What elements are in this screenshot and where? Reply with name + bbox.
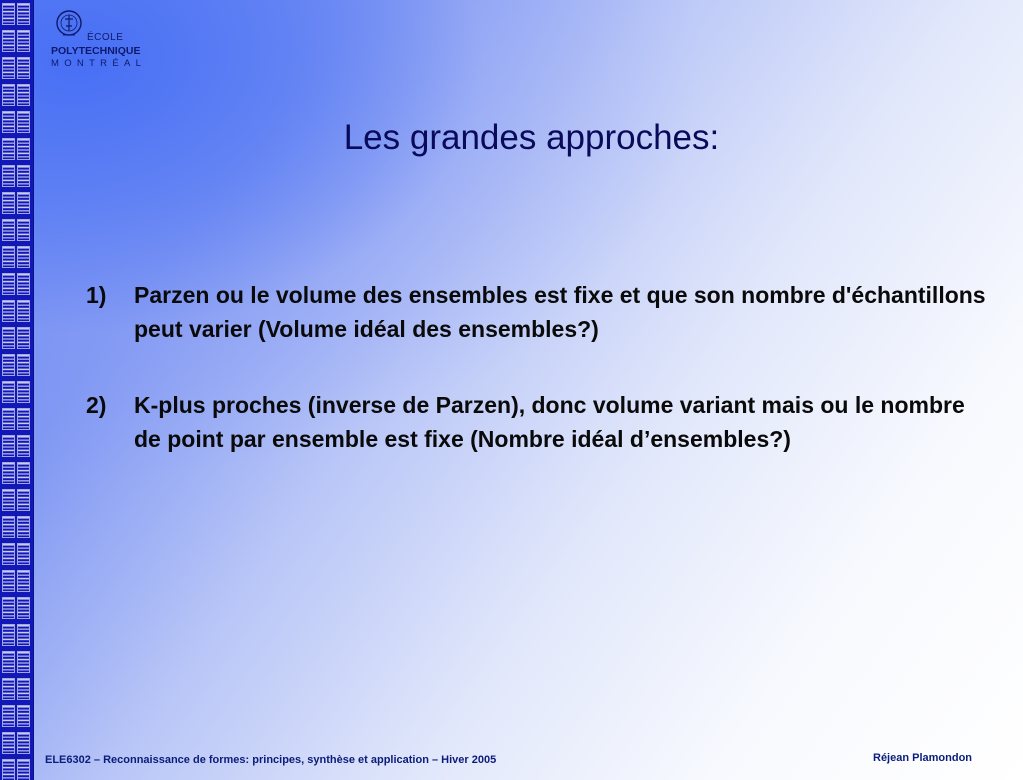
strip-cell <box>18 409 30 430</box>
strip-cell <box>3 166 15 187</box>
strip-cell <box>3 4 15 25</box>
strip-cell <box>3 625 15 646</box>
strip-cell <box>3 247 15 268</box>
strip-cell <box>3 274 15 295</box>
strip-cell <box>3 355 15 376</box>
strip-cell <box>18 652 30 673</box>
strip-cell <box>3 31 15 52</box>
slide-title: Les grandes approches: <box>343 118 720 157</box>
school-logo <box>50 8 160 70</box>
strip-cell <box>18 31 30 52</box>
strip-cell <box>3 409 15 430</box>
strip-cell <box>18 193 30 214</box>
bullet-number: 1) <box>86 282 107 308</box>
bullet-item-2 <box>86 388 986 456</box>
strip-cell <box>3 382 15 403</box>
strip-cell <box>18 598 30 619</box>
strip-cell <box>18 301 30 322</box>
footer-author: Réjean Plamondon <box>873 752 973 764</box>
strip-cell <box>3 733 15 754</box>
strip-cell <box>3 301 15 322</box>
strip-cell <box>3 571 15 592</box>
bullet-number: 2) <box>86 392 107 418</box>
strip-cell <box>3 598 15 619</box>
strip-cell <box>3 193 15 214</box>
strip-cell <box>18 58 30 79</box>
bullet-item-1 <box>86 278 986 346</box>
strip-cell <box>18 247 30 268</box>
strip-cell <box>18 571 30 592</box>
strip-cell <box>18 85 30 106</box>
polytechnique-seal-icon <box>54 8 84 42</box>
strip-cell <box>3 328 15 349</box>
strip-cell <box>18 706 30 727</box>
strip-cell <box>3 85 15 106</box>
strip-cell <box>18 625 30 646</box>
logo-text-montreal: MONTRÉAL <box>51 58 147 69</box>
strip-cell <box>3 760 15 780</box>
strip-cell <box>18 355 30 376</box>
strip-cell <box>18 760 30 780</box>
strip-cell <box>3 463 15 484</box>
strip-cell <box>18 4 30 25</box>
strip-cell <box>3 544 15 565</box>
strip-cell <box>3 679 15 700</box>
strip-cell <box>18 679 30 700</box>
footer-course-info: ELE6302 – Reconnaissance de formes: principes, synthèse et application – Hiver 2005 <box>45 754 497 766</box>
strip-cell <box>3 652 15 673</box>
strip-cell <box>18 517 30 538</box>
logo-text-polytechnique: POLYTECHNIQUE <box>51 45 141 57</box>
strip-cell <box>3 517 15 538</box>
strip-cell <box>3 58 15 79</box>
bullet-list <box>86 278 986 498</box>
bullet-text: K-plus proches (inverse de Parzen), donc volume variant mais ou le nombre de point par ensemble est fixe (Nombre idéal d’ensembles?) <box>134 392 965 452</box>
strip-cell <box>18 490 30 511</box>
strip-cell <box>18 436 30 457</box>
strip-cell <box>3 436 15 457</box>
strip-cell <box>18 733 30 754</box>
strip-cell <box>3 490 15 511</box>
strip-cell <box>18 382 30 403</box>
decorative-side-strip <box>0 0 34 780</box>
strip-cell <box>3 220 15 241</box>
bullet-text: Parzen ou le volume des ensembles est fixe et que son nombre d'échantillons peut varier (Volume idéal des ensembles?) <box>134 282 986 342</box>
logo-text-ecole: ÉCOLE <box>87 32 124 43</box>
strip-cell <box>18 463 30 484</box>
strip-cell <box>18 544 30 565</box>
strip-cell <box>18 274 30 295</box>
strip-cell <box>18 220 30 241</box>
strip-cell <box>18 166 30 187</box>
film-strip-pattern-icon <box>0 0 33 780</box>
strip-cell <box>3 706 15 727</box>
strip-cell <box>18 328 30 349</box>
